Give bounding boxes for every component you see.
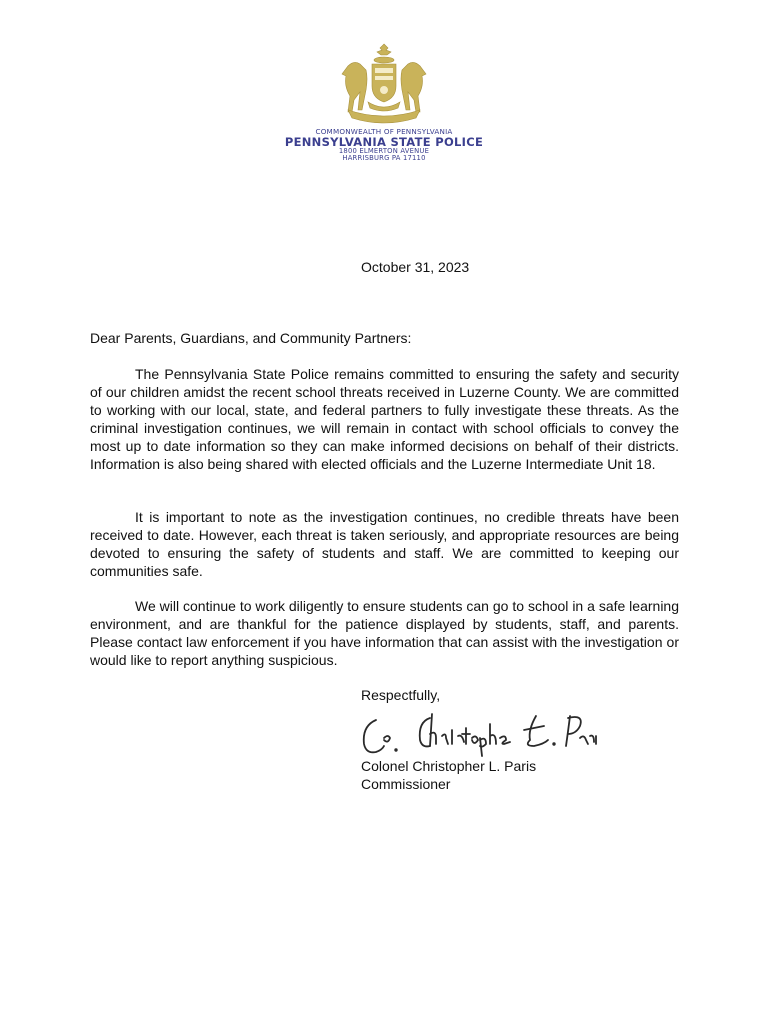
signer-name: Colonel Christopher L. Paris (361, 758, 537, 774)
salutation: Dear Parents, Guardians, and Community Partners: (90, 330, 412, 346)
letterhead (0, 40, 768, 162)
letter-date: October 31, 2023 (361, 259, 470, 275)
agency-name: PENNSYLVANIA STATE POLICE (284, 134, 484, 149)
coat-of-arms-icon (334, 40, 434, 126)
body-paragraph-2: It is important to note as the investigation continues, no credible threats have been received to date. However, each threat is taken seriously, and appropriate resources are being devoted to ensuring the safety of students and staff. We are committed to keeping our communities safe. (90, 509, 679, 579)
agency-street: 1800 ELMERTON AVENUE (338, 146, 430, 155)
commonwealth-line: COMMONWEALTH OF PENNSYLVANIA (315, 127, 453, 136)
signer-title: Commissioner (361, 776, 451, 792)
body-paragraph-3: We will continue to work diligently to ensure students can go to school in a safe learning environment, and are thankful for the patience displayed by students, staff, and parents. Please contact law enforcement if you have information that can assist with the investigation or would like to report anything suspicious. (90, 598, 679, 668)
body-paragraph-1: The Pennsylvania State Police remains committed to ensuring the safety and security of our children amidst the recent school threats received in Luzerne County. We are committed to working with our local, state, and federal partners to fully investigate these threats. As the criminal investigation continues, we will remain in contact with school officials to convey the most up to date information so they can make informed decisions on behalf of their districts. Information is also being shared with elected officials and the Luzerne Intermediate Unit 18. (90, 366, 679, 472)
closing: Respectfully, (361, 687, 441, 703)
agency-city: HARRISBURG PA 17110 (342, 153, 426, 162)
